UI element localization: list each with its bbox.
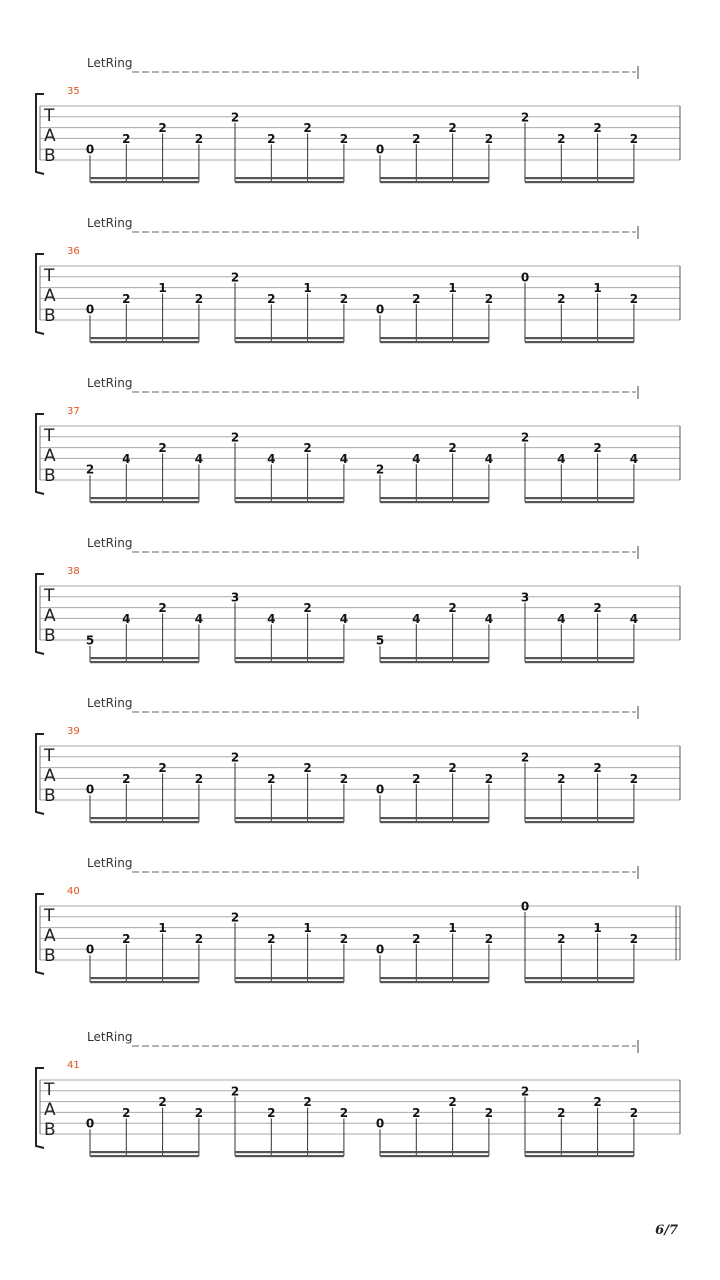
beam — [380, 661, 489, 663]
measure-number: 35 — [67, 86, 80, 97]
measure-number: 39 — [67, 726, 80, 737]
fret-number: 2 — [339, 771, 349, 786]
fret-number: 2 — [629, 931, 639, 946]
tab-letter: A — [44, 1100, 56, 1120]
beam — [90, 341, 199, 343]
fret-number: 2 — [593, 121, 602, 136]
fret-number: 2 — [158, 441, 167, 456]
tab-letter: A — [44, 446, 56, 466]
fret-number: 0 — [85, 142, 95, 157]
beam — [525, 497, 634, 499]
let-ring-label: LetRing — [87, 56, 133, 70]
tab-letter: B — [44, 786, 56, 806]
beam — [525, 977, 634, 979]
beam — [90, 177, 199, 179]
beam — [380, 497, 489, 499]
fret-number: 4 — [629, 611, 639, 626]
tab-letter: T — [44, 106, 55, 126]
fret-number: 2 — [629, 291, 639, 306]
fret-number: 1 — [448, 281, 457, 296]
fret-number: 2 — [194, 1105, 204, 1120]
tab-letter: B — [44, 1120, 56, 1140]
tab-letter: T — [44, 266, 55, 286]
beam — [90, 817, 199, 819]
fret-number: 4 — [267, 611, 276, 626]
fret-number: 2 — [557, 931, 566, 946]
fret-number: 2 — [593, 761, 602, 776]
fret-number: 5 — [85, 633, 95, 648]
beam — [235, 981, 344, 983]
tab-letter: B — [44, 626, 56, 646]
fret-number: 2 — [158, 121, 167, 136]
beam — [235, 337, 344, 339]
measure-number: 36 — [67, 246, 80, 257]
beam — [90, 1155, 199, 1157]
beam — [235, 661, 344, 663]
fret-number: 2 — [629, 1105, 639, 1120]
fret-number: 2 — [520, 750, 530, 765]
fret-number: 2 — [412, 931, 421, 946]
fret-number: 2 — [484, 291, 494, 306]
beam — [525, 981, 634, 983]
fret-number: 2 — [267, 1105, 276, 1120]
tab-letter: T — [44, 746, 55, 766]
beam — [525, 181, 634, 183]
fret-number: 0 — [520, 899, 530, 914]
tab-letter: B — [44, 306, 56, 326]
beam — [235, 181, 344, 183]
fret-number: 2 — [85, 462, 95, 477]
fret-number: 0 — [375, 942, 385, 957]
fret-number: 2 — [339, 291, 349, 306]
beam — [90, 657, 199, 659]
tab-letter: A — [44, 606, 56, 626]
fret-number: 1 — [303, 281, 312, 296]
fret-number: 2 — [375, 462, 385, 477]
beam — [90, 497, 199, 499]
fret-number: 2 — [448, 1095, 457, 1110]
fret-number: 4 — [267, 451, 276, 466]
measure-number: 41 — [67, 1060, 80, 1071]
fret-number: 2 — [303, 761, 312, 776]
fret-number: 4 — [484, 611, 494, 626]
fret-number: 2 — [557, 1105, 566, 1120]
fret-number: 4 — [194, 611, 204, 626]
fret-number: 2 — [303, 441, 312, 456]
fret-number: 2 — [267, 771, 276, 786]
beam — [90, 181, 199, 183]
beam — [235, 817, 344, 819]
fret-number: 2 — [339, 931, 349, 946]
fret-number: 2 — [158, 601, 167, 616]
fret-number: 2 — [520, 110, 530, 125]
fret-number: 0 — [375, 1116, 385, 1131]
beam — [90, 977, 199, 979]
beam — [90, 981, 199, 983]
fret-number: 2 — [593, 441, 602, 456]
beam — [525, 177, 634, 179]
let-ring-label: LetRing — [87, 376, 133, 390]
measure-number: 38 — [67, 566, 80, 577]
fret-number: 3 — [230, 590, 240, 605]
fret-number: 0 — [85, 942, 95, 957]
beam — [235, 657, 344, 659]
fret-number: 2 — [484, 931, 494, 946]
fret-number: 2 — [593, 1095, 602, 1110]
fret-number: 2 — [484, 1105, 494, 1120]
fret-number: 0 — [375, 782, 385, 797]
fret-number: 2 — [303, 121, 312, 136]
let-ring-label: LetRing — [87, 1030, 133, 1044]
fret-number: 2 — [194, 291, 204, 306]
fret-number: 2 — [122, 1105, 131, 1120]
beam — [235, 501, 344, 503]
fret-number: 2 — [412, 771, 421, 786]
fret-number: 4 — [412, 611, 421, 626]
beam — [90, 661, 199, 663]
tab-letter: A — [44, 286, 56, 306]
beam — [235, 1151, 344, 1153]
fret-number: 2 — [230, 1084, 240, 1099]
let-ring-label: LetRing — [87, 216, 133, 230]
fret-number: 5 — [375, 633, 385, 648]
fret-number: 0 — [520, 270, 530, 285]
fret-number: 0 — [85, 782, 95, 797]
beam — [525, 341, 634, 343]
fret-number: 4 — [122, 451, 131, 466]
fret-number: 2 — [484, 771, 494, 786]
beam — [525, 1155, 634, 1157]
fret-number: 2 — [557, 131, 566, 146]
fret-number: 2 — [158, 1095, 167, 1110]
tab-letter: A — [44, 766, 56, 786]
fret-number: 0 — [85, 302, 95, 317]
tab-letter: B — [44, 466, 56, 486]
measure-number: 40 — [67, 886, 80, 897]
beam — [380, 657, 489, 659]
beam — [235, 1155, 344, 1157]
fret-number: 2 — [412, 1105, 421, 1120]
beam — [380, 1155, 489, 1157]
fret-number: 3 — [520, 590, 530, 605]
fret-number: 4 — [194, 451, 204, 466]
tab-letter: T — [44, 426, 55, 446]
fret-number: 1 — [158, 281, 167, 296]
tab-letter: A — [44, 126, 56, 146]
let-ring-label: LetRing — [87, 856, 133, 870]
fret-number: 4 — [557, 451, 566, 466]
fret-number: 2 — [520, 430, 530, 445]
fret-number: 2 — [230, 750, 240, 765]
let-ring-label: LetRing — [87, 696, 133, 710]
tab-letter: T — [44, 586, 55, 606]
fret-number: 2 — [122, 291, 131, 306]
fret-number: 2 — [230, 270, 240, 285]
tab-letter: T — [44, 1080, 55, 1100]
fret-number: 2 — [194, 931, 204, 946]
fret-number: 2 — [520, 1084, 530, 1099]
beam — [380, 821, 489, 823]
fret-number: 4 — [557, 611, 566, 626]
beam — [90, 501, 199, 503]
fret-number: 1 — [593, 281, 602, 296]
let-ring-label: LetRing — [87, 536, 133, 550]
fret-number: 2 — [267, 931, 276, 946]
fret-number: 4 — [339, 451, 349, 466]
beam — [90, 1151, 199, 1153]
beam — [90, 337, 199, 339]
fret-number: 2 — [230, 910, 240, 925]
fret-number: 2 — [267, 291, 276, 306]
fret-number: 2 — [629, 771, 639, 786]
fret-number: 2 — [448, 121, 457, 136]
fret-number: 2 — [267, 131, 276, 146]
fret-number: 0 — [375, 142, 385, 157]
fret-number: 4 — [339, 611, 349, 626]
beam — [380, 817, 489, 819]
fret-number: 2 — [339, 1105, 349, 1120]
fret-number: 2 — [122, 771, 131, 786]
beam — [235, 497, 344, 499]
fret-number: 2 — [339, 131, 349, 146]
beam — [380, 337, 489, 339]
beam — [90, 821, 199, 823]
fret-number: 4 — [122, 611, 131, 626]
tab-letter: T — [44, 906, 55, 926]
beam — [380, 501, 489, 503]
beam — [525, 337, 634, 339]
fret-number: 0 — [375, 302, 385, 317]
fret-number: 2 — [448, 761, 457, 776]
fret-number: 2 — [448, 601, 457, 616]
fret-number: 1 — [593, 921, 602, 936]
beam — [380, 981, 489, 983]
fret-number: 0 — [85, 1116, 95, 1131]
measure-number: 37 — [67, 406, 80, 417]
beam — [525, 1151, 634, 1153]
beam — [525, 821, 634, 823]
fret-number: 2 — [412, 291, 421, 306]
beam — [235, 341, 344, 343]
tab-letter: B — [44, 946, 56, 966]
beam — [380, 341, 489, 343]
fret-number: 1 — [303, 921, 312, 936]
fret-number: 2 — [557, 771, 566, 786]
page-number: 6/7 — [655, 1223, 678, 1238]
fret-number: 2 — [303, 601, 312, 616]
fret-number: 2 — [230, 110, 240, 125]
fret-number: 2 — [122, 131, 131, 146]
beam — [235, 177, 344, 179]
fret-number: 4 — [629, 451, 639, 466]
tab-letter: A — [44, 926, 56, 946]
beam — [525, 657, 634, 659]
fret-number: 2 — [194, 771, 204, 786]
beam — [380, 1151, 489, 1153]
beam — [525, 501, 634, 503]
beam — [525, 661, 634, 663]
fret-number: 2 — [158, 761, 167, 776]
beam — [525, 817, 634, 819]
fret-number: 2 — [194, 131, 204, 146]
fret-number: 4 — [484, 451, 494, 466]
fret-number: 2 — [484, 131, 494, 146]
fret-number: 2 — [122, 931, 131, 946]
fret-number: 2 — [303, 1095, 312, 1110]
fret-number: 2 — [448, 441, 457, 456]
fret-number: 2 — [230, 430, 240, 445]
fret-number: 4 — [412, 451, 421, 466]
beam — [380, 977, 489, 979]
beam — [380, 181, 489, 183]
fret-number: 2 — [412, 131, 421, 146]
fret-number: 1 — [448, 921, 457, 936]
beam — [235, 977, 344, 979]
tab-letter: B — [44, 146, 56, 166]
fret-number: 2 — [557, 291, 566, 306]
fret-number: 2 — [629, 131, 639, 146]
beam — [235, 821, 344, 823]
beam — [380, 177, 489, 179]
fret-number: 1 — [158, 921, 167, 936]
fret-number: 2 — [593, 601, 602, 616]
